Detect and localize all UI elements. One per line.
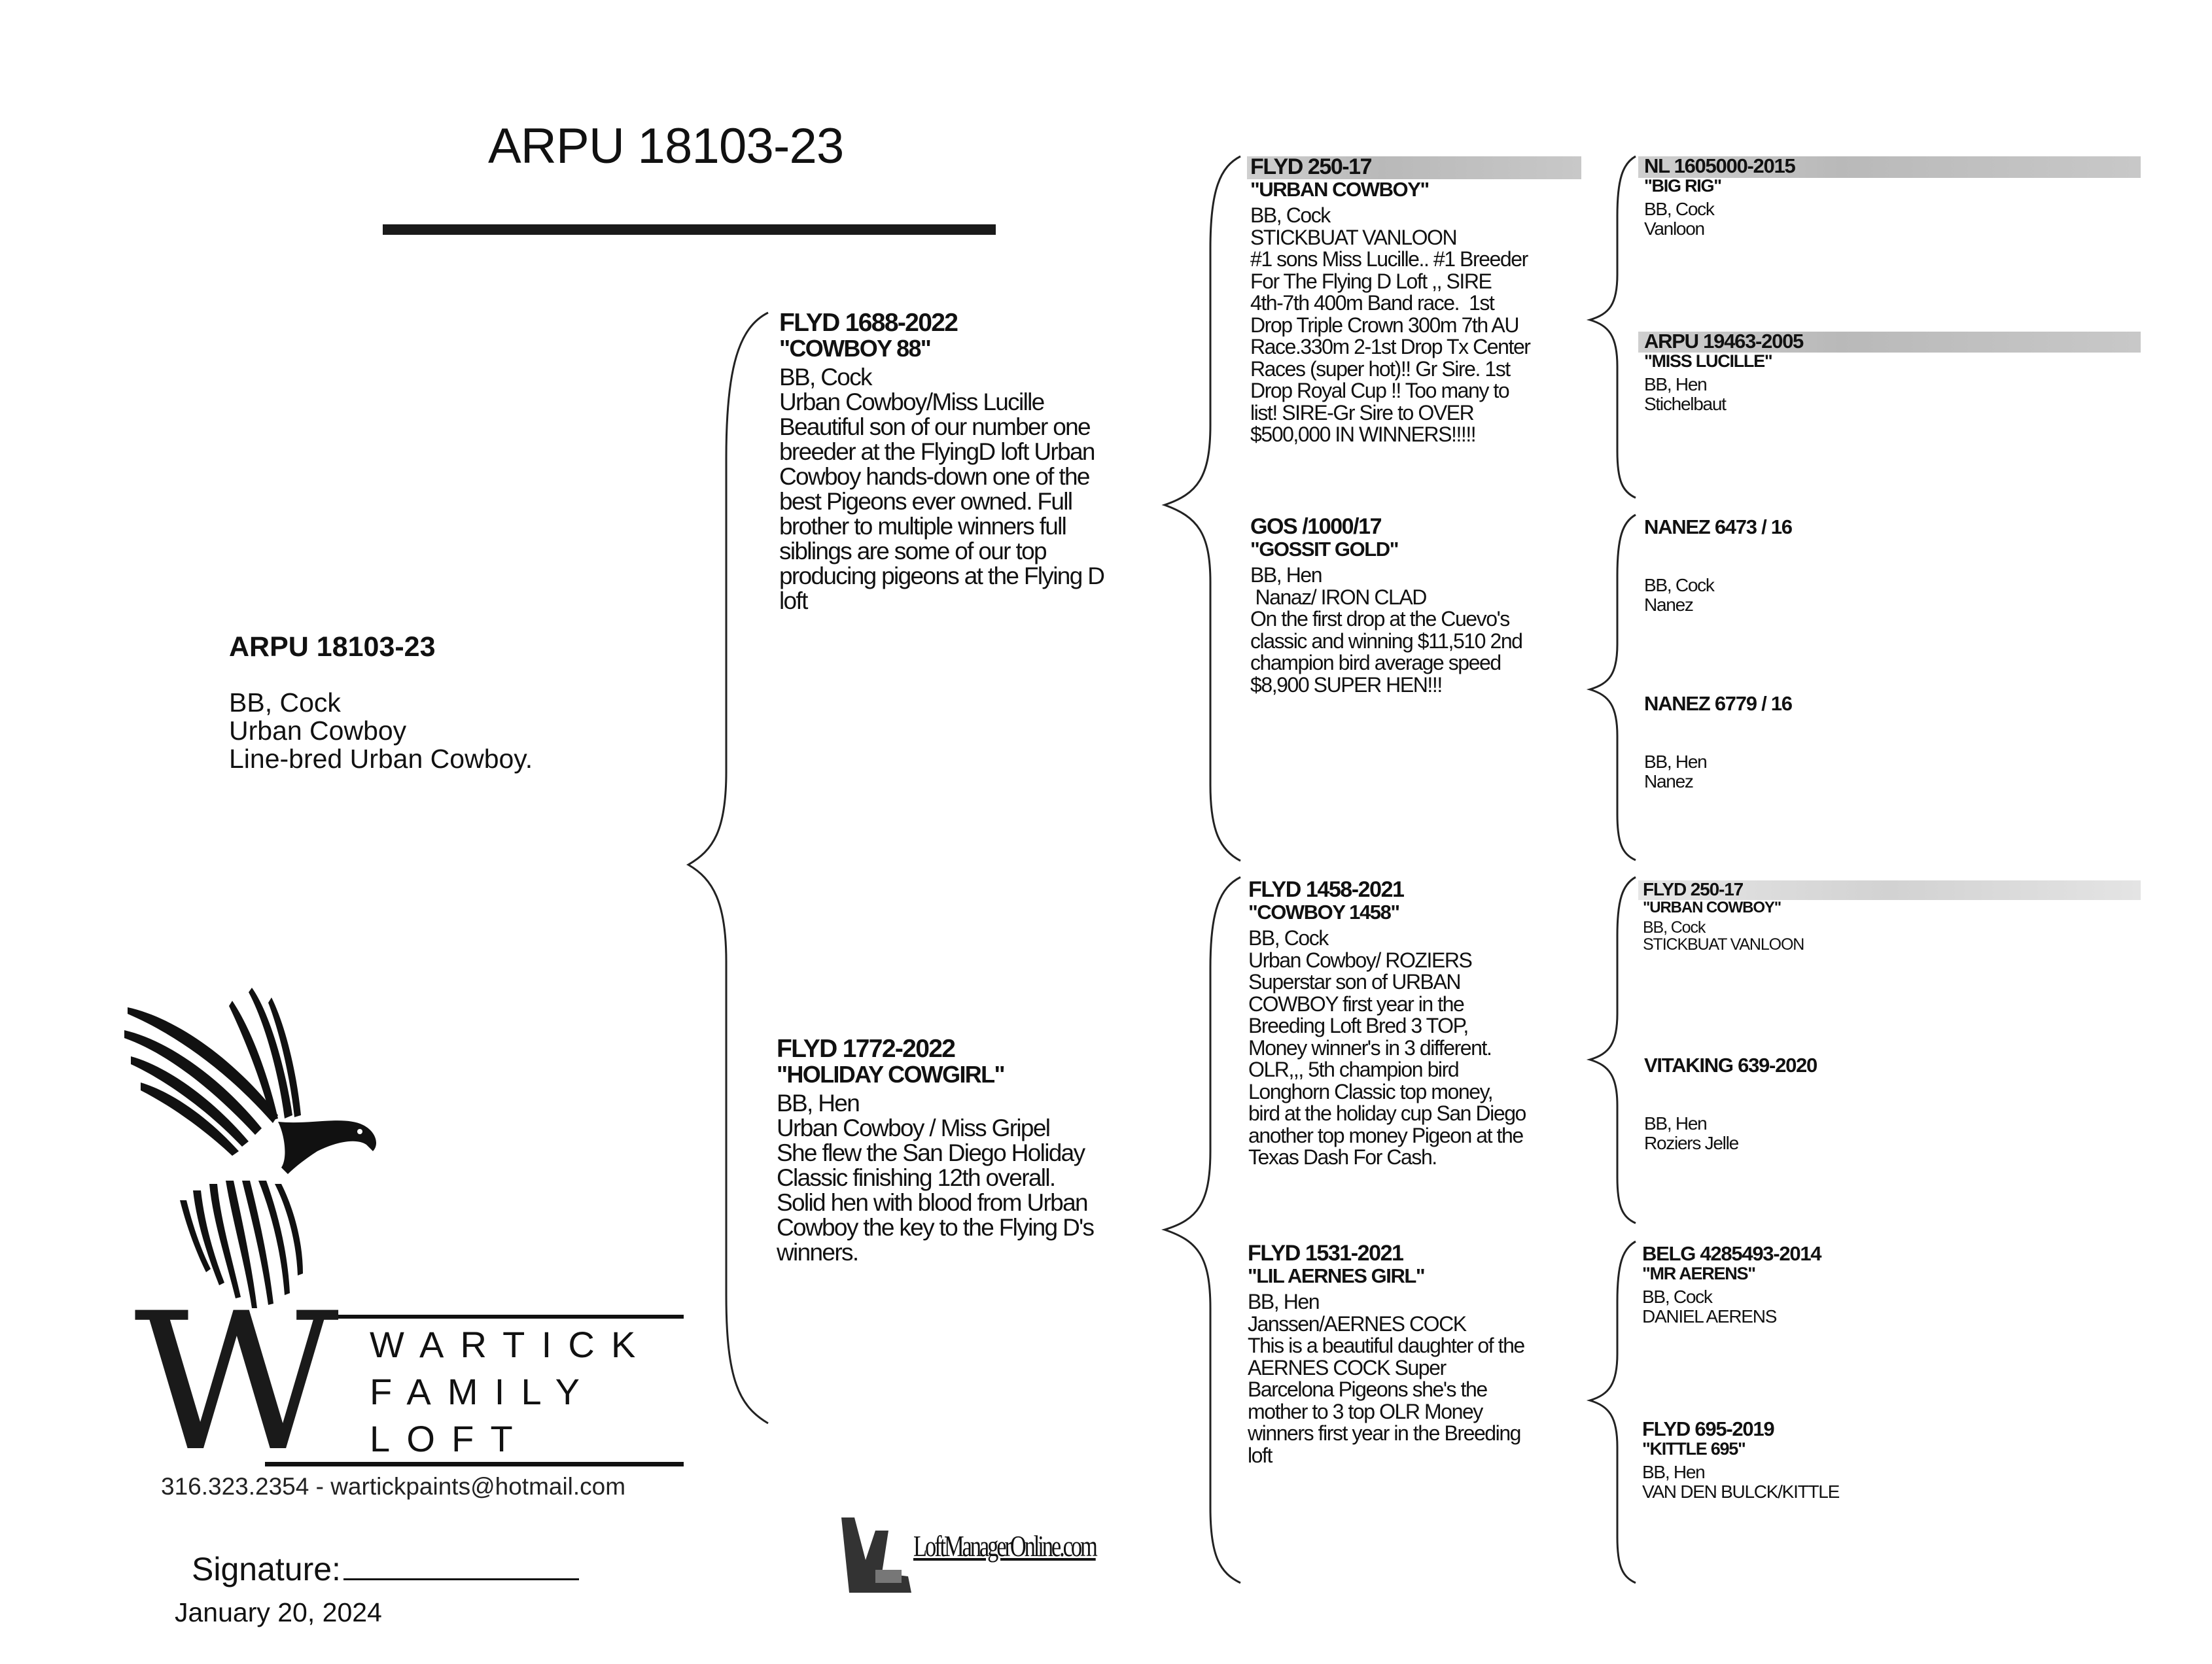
detail-line: winners first year in the Breeding bbox=[1248, 1421, 1521, 1445]
subject-ring: ARPU 18103-23 bbox=[229, 631, 436, 663]
dove-logo-icon bbox=[121, 984, 396, 1311]
dam-sire-name: "COWBOY 1458" bbox=[1248, 901, 1399, 924]
sire-sire-ring: FLYD 250-17 bbox=[1250, 154, 1372, 179]
sss-name: "BIG RIG" bbox=[1644, 176, 1721, 196]
detail-line: Beautiful son of our number one bbox=[779, 413, 1090, 440]
detail-line: This is a beautiful daughter of the bbox=[1248, 1334, 1524, 1357]
detail-line: Stichelbaut bbox=[1644, 393, 1726, 414]
detail-line: BB, Cock bbox=[1250, 203, 1330, 227]
detail-line: winners. bbox=[777, 1239, 858, 1266]
brace-dam bbox=[1165, 877, 1240, 1583]
detail-line: Money winner's in 3 different. bbox=[1248, 1035, 1492, 1060]
dam-ring: FLYD 1772-2022 bbox=[777, 1035, 955, 1063]
detail-line: Urban Cowboy/ ROZIERS bbox=[1248, 948, 1472, 972]
detail-line: Classic finishing 12th overall. bbox=[777, 1164, 1055, 1191]
document-title: ARPU 18103-23 bbox=[488, 118, 844, 174]
detail-line: BB, Hen bbox=[1250, 563, 1322, 587]
detail-line: BB, Cock bbox=[1642, 1287, 1712, 1307]
sire-dam-ring: GOS /1000/17 bbox=[1250, 514, 1382, 539]
brace-ss bbox=[1590, 156, 1636, 498]
detail-line: Urban Cowboy / Miss Gripel bbox=[777, 1115, 1050, 1141]
detail-line: BB, Cock bbox=[229, 687, 341, 718]
sdd-ring: NANEZ 6779 / 16 bbox=[1644, 692, 1792, 715]
detail-line: BB, Cock bbox=[1644, 575, 1714, 595]
loftmanager-emblem-icon bbox=[836, 1514, 915, 1596]
detail-line: Nanez bbox=[1644, 771, 1693, 791]
detail-line: loft bbox=[1248, 1443, 1272, 1467]
ssd-name: "MISS LUCILLE" bbox=[1644, 351, 1772, 371]
signature-label: Signature: bbox=[192, 1551, 341, 1587]
detail-line: siblings are some of our top bbox=[779, 538, 1046, 564]
sire-sire-name: "URBAN COWBOY" bbox=[1250, 178, 1429, 201]
detail-line: Janssen/AERNES COCK bbox=[1248, 1311, 1466, 1336]
dss-ring: FLYD 250-17 bbox=[1643, 879, 1744, 899]
detail-line: Drop Royal Cup !! Too many to bbox=[1250, 379, 1509, 402]
detail-line: Roziers Jelle bbox=[1644, 1132, 1738, 1153]
logo-word-3: LOFT bbox=[370, 1418, 529, 1459]
detail-line: DANIEL AERENS bbox=[1642, 1306, 1777, 1326]
detail-line: On the first drop at the Cuevo's bbox=[1250, 607, 1509, 631]
dds-ring: BELG 4285493-2014 bbox=[1642, 1242, 1821, 1265]
detail-line: Solid hen with blood from Urban bbox=[777, 1189, 1087, 1216]
detail-line: Races (super hot)!! Gr Sire. 1st bbox=[1250, 356, 1510, 381]
ddd-ring: FLYD 695-2019 bbox=[1642, 1417, 1774, 1440]
detail-line: breeder at the FlyingD loft Urban bbox=[779, 438, 1095, 465]
detail-line: Longhorn Classic top money, bbox=[1248, 1079, 1493, 1103]
brace-subject bbox=[688, 313, 768, 1423]
detail-line: She flew the San Diego Holiday bbox=[777, 1139, 1085, 1166]
dss-name: "URBAN COWBOY" bbox=[1643, 899, 1781, 916]
detail-line: BB, Hen bbox=[1644, 1113, 1707, 1134]
brace-sd bbox=[1590, 515, 1636, 860]
detail-line: AERNES COCK Super bbox=[1248, 1355, 1446, 1379]
detail-line: list! SIRE-Gr Sire to OVER bbox=[1250, 400, 1474, 425]
dds-name: "MR AERENS" bbox=[1642, 1264, 1755, 1283]
detail-line: producing pigeons at the Flying D bbox=[779, 563, 1104, 589]
detail-line: BB, Cock bbox=[1643, 918, 1706, 937]
dam-name: "HOLIDAY COWGIRL" bbox=[777, 1061, 1004, 1088]
detail-line: $500,000 IN WINNERS!!!!! bbox=[1250, 423, 1476, 446]
detail-line: BB, Hen bbox=[1644, 752, 1707, 772]
brace-sire bbox=[1165, 156, 1240, 861]
detail-line: For The Flying D Loft ,, SIRE bbox=[1250, 269, 1492, 293]
detail-line: COWBOY first year in the bbox=[1248, 992, 1464, 1016]
detail-line: 4th-7th 400m Band race. 1st bbox=[1250, 291, 1494, 315]
detail-line: BB, Cock bbox=[779, 364, 871, 390]
loftmanager-text: LoftManagerOnline.com bbox=[913, 1529, 1096, 1563]
brace-ds bbox=[1590, 877, 1636, 1223]
contact-info: 316.323.2354 - wartickpaints@hotmail.com bbox=[161, 1473, 626, 1500]
ddd-name: "KITTLE 695" bbox=[1642, 1439, 1746, 1459]
signature-field bbox=[192, 1550, 579, 1588]
sire-ring: FLYD 1688-2022 bbox=[779, 309, 958, 337]
detail-line: BB, Hen bbox=[1642, 1462, 1705, 1482]
detail-line: Line-bred Urban Cowboy. bbox=[229, 744, 533, 774]
dam-dam-ring: FLYD 1531-2021 bbox=[1248, 1241, 1403, 1266]
detail-line: mother to 3 top OLR Money bbox=[1248, 1399, 1483, 1423]
detail-line: brother to multiple winners full bbox=[779, 513, 1066, 540]
loftmanager-logo bbox=[836, 1514, 1096, 1596]
sire-name: "COWBOY 88" bbox=[779, 335, 931, 362]
detail-line: BB, Hen bbox=[1248, 1290, 1320, 1313]
detail-line: Race.330m 2-1st Drop Tx Center bbox=[1250, 335, 1530, 358]
ssd-ring: ARPU 19463-2005 bbox=[1644, 330, 1804, 353]
detail-line: Barcelona Pigeons she's the bbox=[1248, 1378, 1487, 1401]
brace-dd bbox=[1590, 1241, 1636, 1583]
detail-line: BB, Hen bbox=[1644, 374, 1707, 394]
detail-line: Superstar son of URBAN bbox=[1248, 970, 1461, 994]
document-date: January 20, 2024 bbox=[175, 1597, 382, 1627]
detail-line: Cowboy hands-down one of the bbox=[779, 463, 1089, 490]
dam-dam-name: "LIL AERNES GIRL" bbox=[1248, 1264, 1425, 1287]
detail-line: BB, Hen bbox=[777, 1090, 860, 1117]
dsd-ring: VITAKING 639-2020 bbox=[1644, 1054, 1817, 1077]
detail-line: STICKBUAT VANLOON bbox=[1643, 935, 1804, 954]
detail-line: BB, Cock bbox=[1644, 199, 1714, 219]
logo-word-1: WARTICK bbox=[370, 1324, 652, 1365]
logo-word-2: FAMILY bbox=[370, 1371, 597, 1412]
detail-line: Cowboy the key to the Flying D's bbox=[777, 1214, 1094, 1241]
detail-line: Vanloon bbox=[1644, 218, 1704, 239]
sire-dam-name: "GOSSIT GOLD" bbox=[1250, 538, 1398, 561]
detail-line: loft bbox=[779, 587, 807, 614]
detail-line: Nanaz/ IRON CLAD bbox=[1250, 585, 1426, 609]
detail-line: #1 sons Miss Lucille.. #1 Breeder bbox=[1250, 247, 1528, 271]
detail-line: best Pigeons ever owned. Full bbox=[779, 488, 1072, 515]
detail-line: Urban Cowboy/Miss Lucille bbox=[779, 389, 1044, 415]
detail-line: classic and winning $11,510 2nd bbox=[1250, 629, 1522, 653]
detail-line: BB, Cock bbox=[1248, 926, 1328, 950]
sds-ring: NANEZ 6473 / 16 bbox=[1644, 515, 1792, 538]
logo-initial: W bbox=[134, 1273, 339, 1493]
detail-line: Breeding Loft Bred 3 TOP, bbox=[1248, 1014, 1468, 1037]
dam-sire-ring: FLYD 1458-2021 bbox=[1248, 877, 1404, 902]
detail-line: $8,900 SUPER HEN!!! bbox=[1250, 672, 1442, 697]
detail-line: another top money Pigeon at the bbox=[1248, 1123, 1523, 1147]
detail-line: champion bird average speed bbox=[1250, 651, 1501, 674]
detail-line: STICKBUAT VANLOON bbox=[1250, 225, 1457, 249]
signature-line bbox=[343, 1578, 579, 1580]
detail-line: VAN DEN BULCK/KITTLE bbox=[1642, 1481, 1840, 1502]
detail-line: Urban Cowboy bbox=[229, 716, 407, 746]
detail-line: Nanez bbox=[1644, 594, 1693, 615]
detail-line: bird at the holiday cup San Diego bbox=[1248, 1101, 1526, 1125]
detail-line: Texas Dash For Cash. bbox=[1248, 1145, 1437, 1169]
detail-line: Drop Triple Crown 300m 7th AU bbox=[1250, 313, 1519, 337]
detail-line: OLR,,, 5th champion bird bbox=[1248, 1058, 1459, 1081]
sss-ring: NL 1605000-2015 bbox=[1644, 154, 1795, 177]
